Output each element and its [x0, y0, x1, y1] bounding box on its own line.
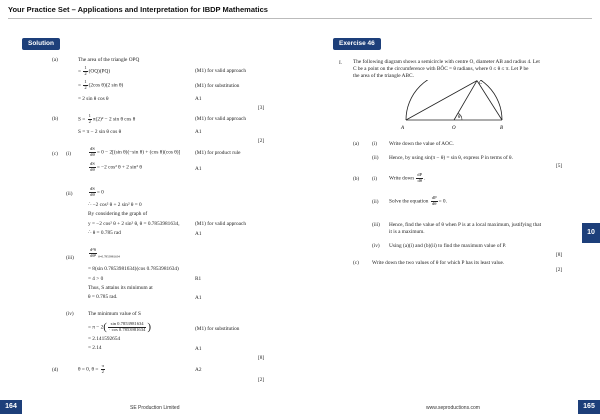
ex-part-b-iii-label: (iii)	[372, 222, 380, 228]
point-a-label: A	[401, 126, 405, 131]
page-number-left: 164	[0, 400, 22, 414]
part-d-marks: [2]	[258, 377, 265, 383]
semicircle-arc	[406, 80, 502, 120]
part-b-marks: [2]	[258, 138, 265, 144]
part-c-i-line-2: $\frac{dS}{d\theta}$ = −2 cos² θ + 2 sin² θ	[90, 161, 142, 172]
part-a-label: (a)	[52, 57, 58, 63]
footer-right: www.seproductions.com	[426, 405, 480, 411]
question-stem-1: The following diagram shows a semicircle with centre O, diameter AB and radius 4. Let	[353, 59, 540, 65]
part-c-iii-line-2: = 8(sin 0.7853981634)(cos 0.7853981634)	[88, 266, 179, 272]
part-b-note-2: A1	[195, 129, 202, 135]
part-a-note-2: (M1) for substitution	[195, 83, 240, 89]
semicircle-diagram	[398, 80, 510, 136]
point-o-label: O	[452, 126, 456, 131]
part-b-note-1: (M1) for valid approach	[195, 116, 247, 122]
part-c-iv-note-2: (M1) for substitution	[195, 326, 240, 332]
ex-part-b-ii-text: Solve the equation $\frac{dP}{d\theta}$ = 0.	[389, 195, 447, 206]
part-a-intro: The area of the triangle OPQ	[78, 57, 140, 63]
part-d-line: θ = 0, θ = $\frac{\pi}{2}$	[78, 363, 104, 374]
part-c-ii-line-4: y = −2 cos² θ + 2 sin² θ, θ = 0.7853981634,	[88, 221, 180, 227]
chord-ac	[406, 81, 477, 120]
ex-part-a-marks: [5]	[556, 163, 563, 169]
part-c-iv-line-1: The minimum value of S	[88, 311, 141, 317]
part-d-note: A2	[195, 367, 202, 373]
ex-part-b-i-text: Write down $\frac{dP}{d\theta}$ .	[389, 172, 426, 183]
part-c-iv-line-3: = 2.141592654	[88, 336, 121, 342]
ex-part-b-ii-label: (ii)	[372, 199, 379, 205]
exercise-banner: Exercise 46	[333, 38, 381, 50]
part-c-iv-line-4: = 2.14	[88, 345, 102, 351]
question-number: I.	[339, 60, 343, 66]
part-b-line-2: S = π − 2 sin θ cos θ	[78, 129, 122, 135]
ex-part-b-iv-label: (iv)	[372, 243, 380, 249]
part-c-iii-line-1: $\frac{\text{d²S}}{\text{dθ²}}$ $_{\theta=0.7853981634}$	[90, 247, 120, 259]
part-c-ii-line-3: By considering the graph of	[88, 211, 148, 217]
page-number-right: 165	[578, 400, 600, 414]
header-divider	[8, 18, 592, 19]
footer-left: SE Production Limited	[130, 405, 180, 411]
part-a-note-3: A1	[195, 96, 202, 102]
part-c-i-line-1: $\frac{dS}{d\theta}$ = 0 − 2[(sin θ)(−sin θ) + (cos θ)(cos θ)]	[90, 146, 181, 157]
ex-part-b-iii-text-2: it is a maximum.	[389, 229, 425, 235]
part-c-iv-note-4: A1	[195, 346, 202, 352]
part-c-iii-line-3: = 4 > 0	[88, 276, 104, 282]
part-a-line-1: = $\frac{1}{2}$ (OQ)(PQ)	[78, 65, 111, 76]
point-c-label: C	[479, 81, 483, 86]
ex-part-a-ii-text: Hence, by using sin(π − θ) = sin θ, express P in terms of θ.	[389, 155, 513, 161]
angle-theta-label: θ	[458, 115, 461, 120]
part-a-note-1: (M1) for valid approach	[195, 68, 247, 74]
ex-part-b-label: (b)	[353, 176, 360, 182]
part-c-iii-note-3: R1	[195, 276, 202, 282]
ex-part-b-marks: [8]	[556, 252, 563, 258]
ex-part-c-text: Write down the two values of θ for which P has its least value.	[372, 260, 505, 266]
point-b-label: B	[500, 126, 504, 131]
part-c-iii-line-4: Thus, S attains its minimum at	[88, 285, 153, 291]
ex-part-a-i-label: (i)	[372, 141, 377, 147]
part-c-iv-line-2: = π − 2( $\frac{\sin 0.7853981634}{\cdot \cos 0.7853981634}$ )	[88, 321, 151, 334]
part-c-i-note-2: A1	[195, 166, 202, 172]
ex-part-b-iv-text: Using (a)(i) and (b)(ii) to find the maximum value of P.	[389, 243, 507, 249]
part-c-ii-note-4: (M1) for valid approach	[195, 221, 247, 227]
solution-banner: Solution	[22, 38, 60, 50]
part-a-marks: [3]	[258, 105, 265, 111]
part-c-ii-line-2: ∴ −2 cos² θ + 2 sin² θ = 0	[88, 202, 142, 208]
ex-part-a-label: (a)	[353, 141, 359, 147]
part-c-ii-line-5: ∴ θ = 0.785 rad	[88, 230, 121, 236]
part-c-ii-note-5: A1	[195, 231, 202, 237]
part-c-iv-marks: [8]	[258, 355, 265, 361]
book-header: Your Practice Set – Applications and Interpretation for IBDP Mathematics	[8, 5, 268, 14]
chapter-tab: 10	[582, 223, 600, 243]
question-stem-3: the area of the triangle ABC.	[353, 73, 414, 79]
part-c-label: (c)	[52, 151, 58, 157]
part-c-iv-label: (iv)	[66, 311, 74, 317]
part-c-i-label: (i)	[66, 151, 71, 157]
ex-part-a-i-text: Write down the value of AOC.	[389, 141, 454, 147]
part-c-ii-label: (ii)	[66, 191, 73, 197]
ex-part-c-label: (c)	[353, 260, 359, 266]
part-a-line-3: = 2 sin θ cos θ	[78, 96, 109, 102]
part-c-iii-note-5: A1	[195, 295, 202, 301]
part-b-label: (b)	[52, 116, 59, 122]
part-c-ii-line-1: $\frac{dS}{d\theta}$ = 0	[90, 186, 104, 197]
part-c-i-note-1: (M1) for product rule	[195, 150, 241, 156]
ex-part-a-ii-label: (ii)	[372, 155, 379, 161]
question-stem-2: C be a point on the circumference with BÔC = θ radians, where 0 ≤ θ ≤ π. Let P be	[353, 66, 529, 72]
ex-part-b-iii-text-1: Hence, find the value of θ when P is at a local maximum, justifying that	[389, 222, 542, 228]
part-d-label: (d)	[52, 367, 59, 373]
part-c-iii-label: (iii)	[66, 255, 74, 261]
part-b-line-1: S = $\frac{1}{2}$ π(2)² − 2 sin θ cos θ	[78, 113, 136, 124]
part-a-line-2: = $\frac{1}{2}$ (2cos θ)(2 sin θ)	[78, 79, 124, 90]
ex-part-c-marks: [2]	[556, 267, 563, 273]
part-c-iii-line-5: θ = 0.785 rad.	[88, 294, 118, 300]
ex-part-b-i-label: (i)	[372, 176, 377, 182]
